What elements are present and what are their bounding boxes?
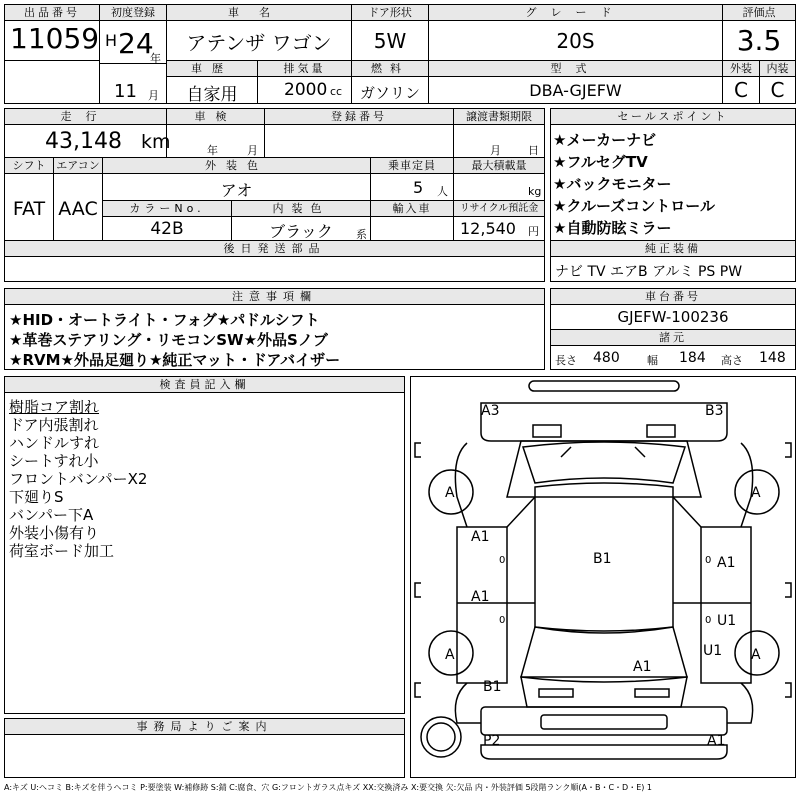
int-color-label: 内装色 xyxy=(232,201,370,217)
grade-label: グレード xyxy=(429,5,722,21)
capacity-cell xyxy=(370,157,454,201)
lot-number: 11059 xyxy=(10,22,100,55)
reg-no-cell xyxy=(264,108,454,158)
sales-point-item: ★メーカーナビ xyxy=(553,131,657,149)
recycle-unit: 円 xyxy=(528,225,539,238)
displacement-label: 排気量 xyxy=(258,61,351,77)
exterior-grade: C xyxy=(734,78,748,102)
mark-bumper-r: A1 xyxy=(707,733,726,749)
inspection-year-unit: 年 xyxy=(207,144,218,157)
aircon: AAC xyxy=(58,198,98,220)
transfer-cell xyxy=(453,108,545,158)
office-notice-panel xyxy=(4,718,405,778)
shift: FAT xyxy=(12,198,46,220)
exterior-color: アオ xyxy=(220,181,253,200)
length-label: 長さ xyxy=(555,354,577,367)
height: 148 xyxy=(759,350,786,366)
lot-number-label: 出品番号 xyxy=(5,5,99,21)
later-parts-cell xyxy=(4,240,545,282)
fuel-label: 燃料 xyxy=(352,61,428,77)
score-cell xyxy=(722,4,796,61)
mark-door-fr: A1 xyxy=(717,555,736,571)
genuine-equipment-panel xyxy=(550,240,796,282)
capacity: 5 xyxy=(413,178,424,197)
grade-cell xyxy=(428,4,723,61)
era-letter: H xyxy=(105,31,118,50)
mileage: 43,148 xyxy=(45,129,122,154)
inspector-note: ドア内張割れ xyxy=(9,416,99,434)
height-label: 高さ xyxy=(721,354,743,367)
score: 3.5 xyxy=(736,24,782,57)
history-label: 車歴 xyxy=(167,61,257,77)
mark-small-o: 0 xyxy=(499,555,506,566)
mark-rear-l: B1 xyxy=(483,679,502,695)
sales-point-item: ★クルーズコントロール xyxy=(553,197,715,215)
color-cell xyxy=(102,157,371,201)
door-cell xyxy=(351,4,429,61)
mileage-label: 走行 xyxy=(5,109,166,125)
mark-bumper-l: P2 xyxy=(483,733,501,749)
first-reg-month: 11 xyxy=(114,81,137,102)
inspection-month-unit: 月 xyxy=(247,144,258,157)
mark-a3: A3 xyxy=(481,403,500,419)
shift-label: シフト xyxy=(5,158,53,174)
aircon-label: エアコン xyxy=(54,158,102,174)
mark-door-rl: A1 xyxy=(471,589,490,605)
car-name-cell xyxy=(166,4,352,61)
month-unit: 月 xyxy=(148,89,159,102)
dims-label: 諸元 xyxy=(551,330,795,346)
inspector-note: バンパー下A xyxy=(9,506,94,524)
damage-diagram-panel xyxy=(410,376,796,778)
transfer-day-unit: 日 xyxy=(528,144,539,157)
capacity-unit: 人 xyxy=(437,185,448,198)
displacement-cell xyxy=(257,60,352,104)
fuel-cell xyxy=(351,60,429,104)
mark-quarter-r: U1 xyxy=(703,643,723,659)
car-outline-diagram xyxy=(411,377,795,777)
displacement: 2000 xyxy=(284,80,328,100)
interior-grade: C xyxy=(770,78,785,102)
inspector-note: ハンドルすれ xyxy=(9,434,100,452)
door-label: ドア形状 xyxy=(352,5,428,21)
shift-cell xyxy=(4,157,54,241)
inspector-note: シートすれ小 xyxy=(9,452,99,470)
door-type: 5W xyxy=(373,29,407,53)
int-color-cell xyxy=(231,200,371,241)
displacement-unit: cc xyxy=(330,85,343,98)
first-reg-year: 24 xyxy=(118,27,154,60)
width: 184 xyxy=(679,350,706,366)
inspector-note: フロントバンパーX2 xyxy=(9,470,148,488)
office-notice-label: 事務局よりご案内 xyxy=(5,719,404,735)
caution-line: ★革巻ステアリング・リモコンSW★外品Sノブ xyxy=(9,331,328,349)
model-cell xyxy=(428,60,723,104)
chassis-panel xyxy=(550,288,796,370)
history: 自家用 xyxy=(186,85,238,105)
caution-panel xyxy=(4,288,545,370)
exterior-label: 外装 xyxy=(723,61,759,77)
load-label: 最大積載量 xyxy=(454,158,544,174)
mark-tire-rl: A xyxy=(445,647,455,663)
import-cell xyxy=(370,200,454,241)
mark-tire-fr: A xyxy=(751,485,761,501)
caution-label: 注意事項欄 xyxy=(5,289,544,305)
color-label: 外装色 xyxy=(103,158,370,174)
mark-small-o: 0 xyxy=(705,555,712,566)
width-label: 幅 xyxy=(647,354,658,367)
load-cell xyxy=(453,157,545,201)
inspector-note: 荷室ボード加工 xyxy=(9,542,115,560)
lot-number-blank xyxy=(4,60,100,104)
mark-door-rr: U1 xyxy=(717,613,737,629)
inspector-note: 樹脂コア割れ xyxy=(9,398,100,416)
caution-line: ★HID・オートライト・フォグ★パドルシフト xyxy=(9,311,320,329)
lot-number-cell xyxy=(4,4,100,61)
model: DBA-GJEFW xyxy=(529,81,622,100)
aircon-cell xyxy=(53,157,103,241)
interior-color-suffix: 系 xyxy=(356,228,367,241)
mark-roof: B1 xyxy=(593,551,612,567)
sales-point-item: ★フルセグTV xyxy=(553,153,648,171)
inspector-panel xyxy=(4,376,405,714)
car-name: アテンザ ワゴン xyxy=(186,31,332,55)
recycle-amount: 12,540 xyxy=(460,219,516,238)
transfer-label: 譲渡書類期限 xyxy=(454,109,544,125)
recycle-label: リサイクル預託金 xyxy=(454,201,544,217)
interior-cell xyxy=(759,60,796,104)
legend: A:キズ U:ヘコミ B:キズを伴うヘコミ P:要塗装 W:補修跡 S:錆 C:腐食、穴 G:フロントガラス点キズ XX:交換済み X:要交換 欠:欠品 内・外装評価 5段階ランク順(A・B・C・D・E) 1 xyxy=(4,783,653,792)
reg-no-label: 登録番号 xyxy=(265,109,453,125)
grade: 20S xyxy=(556,29,595,53)
recycle-cell xyxy=(453,200,545,241)
interior-color: ブラック xyxy=(269,222,333,241)
later-parts-label: 後日発送部品 xyxy=(5,241,544,257)
chassis-number: GJEFW-100236 xyxy=(617,308,729,326)
inspection-label: 車検 xyxy=(167,109,264,125)
chassis-label: 車台番号 xyxy=(551,289,795,305)
mark-door-fl: A1 xyxy=(471,529,490,545)
year-unit: 年 xyxy=(150,52,161,65)
sales-point-item: ★自動防眩ミラー xyxy=(553,219,672,237)
genuine-equipment-label: 純正装備 xyxy=(551,241,795,257)
caution-line: ★RVM★外品足廻り★純正マット・ドアバイザー xyxy=(9,351,341,369)
color-no: 42B xyxy=(150,219,184,239)
inspection-cell xyxy=(166,108,265,158)
first-reg-label: 初度登録 xyxy=(100,5,166,21)
mark-small-o: 0 xyxy=(499,615,506,626)
color-no-label: カラーNo. xyxy=(103,201,231,217)
mark-tire-rr: A xyxy=(751,647,761,663)
capacity-label: 乗車定員 xyxy=(371,158,453,174)
sales-points-label: セールスポイント xyxy=(551,109,795,125)
interior-label: 内装 xyxy=(760,61,795,77)
mark-b3: B3 xyxy=(705,403,724,419)
genuine-equipment: ナビ TV エアB アルミ PS PW xyxy=(555,264,743,280)
score-label: 評価点 xyxy=(723,5,795,21)
fuel: ガソリン xyxy=(359,84,420,102)
car-name-label: 車名 xyxy=(167,5,351,21)
sales-point-item: ★バックモニター xyxy=(553,175,672,193)
mileage-cell xyxy=(4,108,171,158)
mark-tire-fl: A xyxy=(445,485,455,501)
mileage-unit: km xyxy=(141,131,171,153)
first-reg-cell xyxy=(99,4,167,104)
length: 480 xyxy=(593,350,620,366)
history-cell xyxy=(166,60,258,104)
exterior-cell xyxy=(722,60,760,104)
sales-points-panel xyxy=(550,108,796,241)
inspector-note: 下廻りS xyxy=(9,488,64,506)
mark-small-o: 0 xyxy=(705,615,712,626)
inspector-label: 検査員記入欄 xyxy=(5,377,404,393)
color-no-cell xyxy=(102,200,232,241)
model-label: 型式 xyxy=(429,61,722,77)
transfer-month-unit: 月 xyxy=(490,144,501,157)
mark-trunk: A1 xyxy=(633,659,652,675)
inspector-note: 外装小傷有り xyxy=(9,524,100,542)
load-unit: kg xyxy=(528,185,542,198)
import-label: 輸入車 xyxy=(371,201,453,217)
